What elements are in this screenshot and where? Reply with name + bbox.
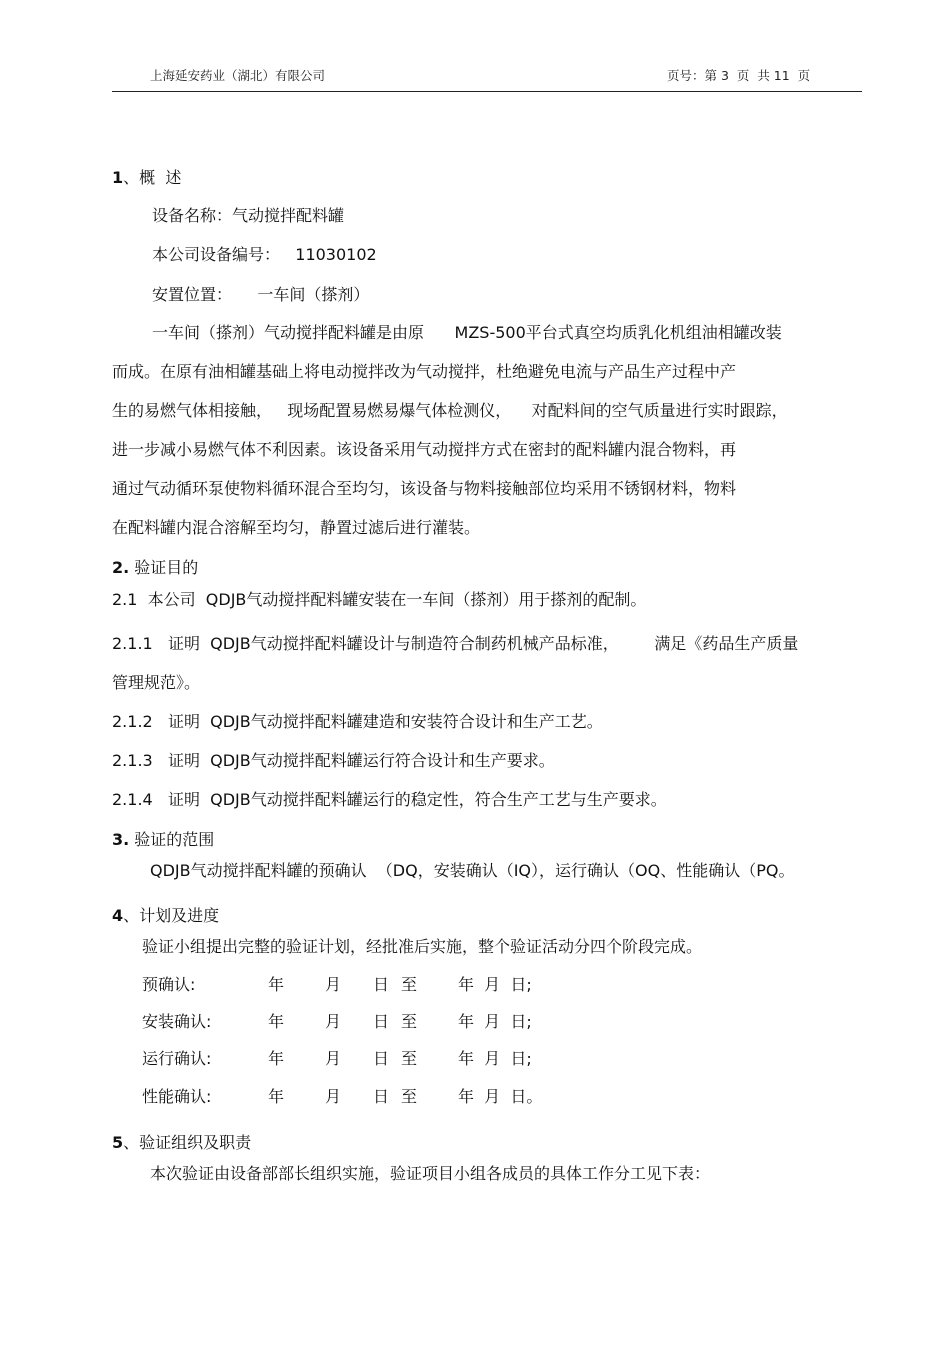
schedule-month: 月 xyxy=(325,1012,342,1031)
purpose-2-1-1-cont: 管理规范》。 xyxy=(112,673,201,692)
schedule-label: 预确认: xyxy=(142,975,196,994)
section-2-number: 2. xyxy=(112,558,130,577)
equipment-location: 安置位置： 一车间（搽剂） xyxy=(152,285,370,304)
section-1-heading xyxy=(112,168,181,188)
purpose-2-1-1: 2.1.1 证明 QDJB气动搅拌配料罐设计与制造符合制药机械产品标准， 满足《药品生产质量 xyxy=(112,634,799,653)
section-1-title: 、概 述 xyxy=(123,168,182,187)
purpose-2-1: 2.1 本公司 QDJB气动搅拌配料罐安装在一车间（搽剂）用于搽剂的配制。 xyxy=(112,590,647,609)
overview-paragraph-line: 生的易燃气体相接触， 现场配置易燃易爆气体检测仪， 对配料间的空气质量进行实时跟踪， xyxy=(112,401,788,420)
section-5-title: 、验证组织及职责 xyxy=(123,1133,252,1152)
section-3-heading xyxy=(112,830,214,850)
schedule-year: 年 xyxy=(268,1049,285,1068)
overview-paragraph-line: 通过气动循环泵使物料循环混合至均匀，该设备与物料接触部位均采用不锈钢材料，物料 xyxy=(112,479,737,498)
schedule-month: 月 xyxy=(325,1087,342,1106)
schedule-day: 日 xyxy=(373,975,390,994)
schedule-day: 日 xyxy=(373,1012,390,1031)
schedule-label: 性能确认: xyxy=(142,1087,212,1106)
overview-paragraph-line: 进一步减小易燃气体不利因素。该设备采用气动搅拌方式在密封的配料罐内混合物料，再 xyxy=(112,440,737,459)
section-2-title: 验证目的 xyxy=(129,558,199,577)
schedule-end: 年 月 日; xyxy=(458,975,532,994)
schedule-to: 至 xyxy=(401,975,418,994)
schedule-label: 运行确认: xyxy=(142,1049,212,1068)
purpose-2-1-2: 2.1.2 证明 QDJB气动搅拌配料罐建造和安装符合设计和生产工艺。 xyxy=(112,712,603,731)
header-page-info: 页号：第 3 页 共 11 页 xyxy=(667,68,811,83)
schedule-label: 安装确认: xyxy=(142,1012,212,1031)
schedule-day: 日 xyxy=(373,1049,390,1068)
section-4-heading xyxy=(112,906,219,926)
schedule-month: 月 xyxy=(325,1049,342,1068)
overview-paragraph-line: 一车间（搽剂）气动搅拌配料罐是由原 MZS-500平台式真空均质乳化机组油相罐改装 xyxy=(152,323,782,342)
schedule-end: 年 月 日; xyxy=(458,1012,532,1031)
overview-paragraph-line: 在配料罐内混合溶解至均匀，静置过滤后进行灌装。 xyxy=(112,518,481,537)
overview-paragraph-line: 而成。在原有油相罐基础上将电动搅拌改为气动搅拌，杜绝避免电流与产品生产过程中产 xyxy=(112,362,737,381)
schedule-year: 年 xyxy=(268,1012,285,1031)
section-4-title: 、计划及进度 xyxy=(123,906,220,925)
schedule-to: 至 xyxy=(401,1012,418,1031)
schedule-day: 日 xyxy=(373,1087,390,1106)
schedule-year: 年 xyxy=(268,975,285,994)
header-rule xyxy=(112,91,862,92)
section-5-heading xyxy=(112,1133,251,1153)
schedule-month: 月 xyxy=(325,975,342,994)
schedule-year: 年 xyxy=(268,1087,285,1106)
section-1-number: 1 xyxy=(112,168,124,187)
plan-intro: 验证小组提出完整的验证计划，经批准后实施，整个验证活动分四个阶段完成。 xyxy=(142,937,703,956)
schedule-to: 至 xyxy=(401,1049,418,1068)
organization-body: 本次验证由设备部部长组织实施，验证项目小组各成员的具体工作分工见下表： xyxy=(150,1164,711,1183)
schedule-to: 至 xyxy=(401,1087,418,1106)
schedule-end: 年 月 日。 xyxy=(458,1087,543,1106)
section-3-title: 验证的范围 xyxy=(129,830,215,849)
section-5-number: 5 xyxy=(112,1133,124,1152)
section-3-number: 3. xyxy=(112,830,130,849)
schedule-end: 年 月 日; xyxy=(458,1049,532,1068)
section-2-heading xyxy=(112,558,198,578)
scope-body: QDJB气动搅拌配料罐的预确认 （DQ，安装确认（IQ），运行确认（OQ、性能确认（PQ。 xyxy=(150,861,795,880)
purpose-2-1-3: 2.1.3 证明 QDJB气动搅拌配料罐运行符合设计和生产要求。 xyxy=(112,751,555,770)
header-company: 上海延安药业（湖北）有限公司 xyxy=(150,68,326,83)
purpose-2-1-4: 2.1.4 证明 QDJB气动搅拌配料罐运行的稳定性，符合生产工艺与生产要求。 xyxy=(112,790,667,809)
equipment-name: 设备名称：气动搅拌配料罐 xyxy=(152,206,345,225)
equipment-number: 本公司设备编号： 11030102 xyxy=(152,245,377,264)
section-4-number: 4 xyxy=(112,906,124,925)
